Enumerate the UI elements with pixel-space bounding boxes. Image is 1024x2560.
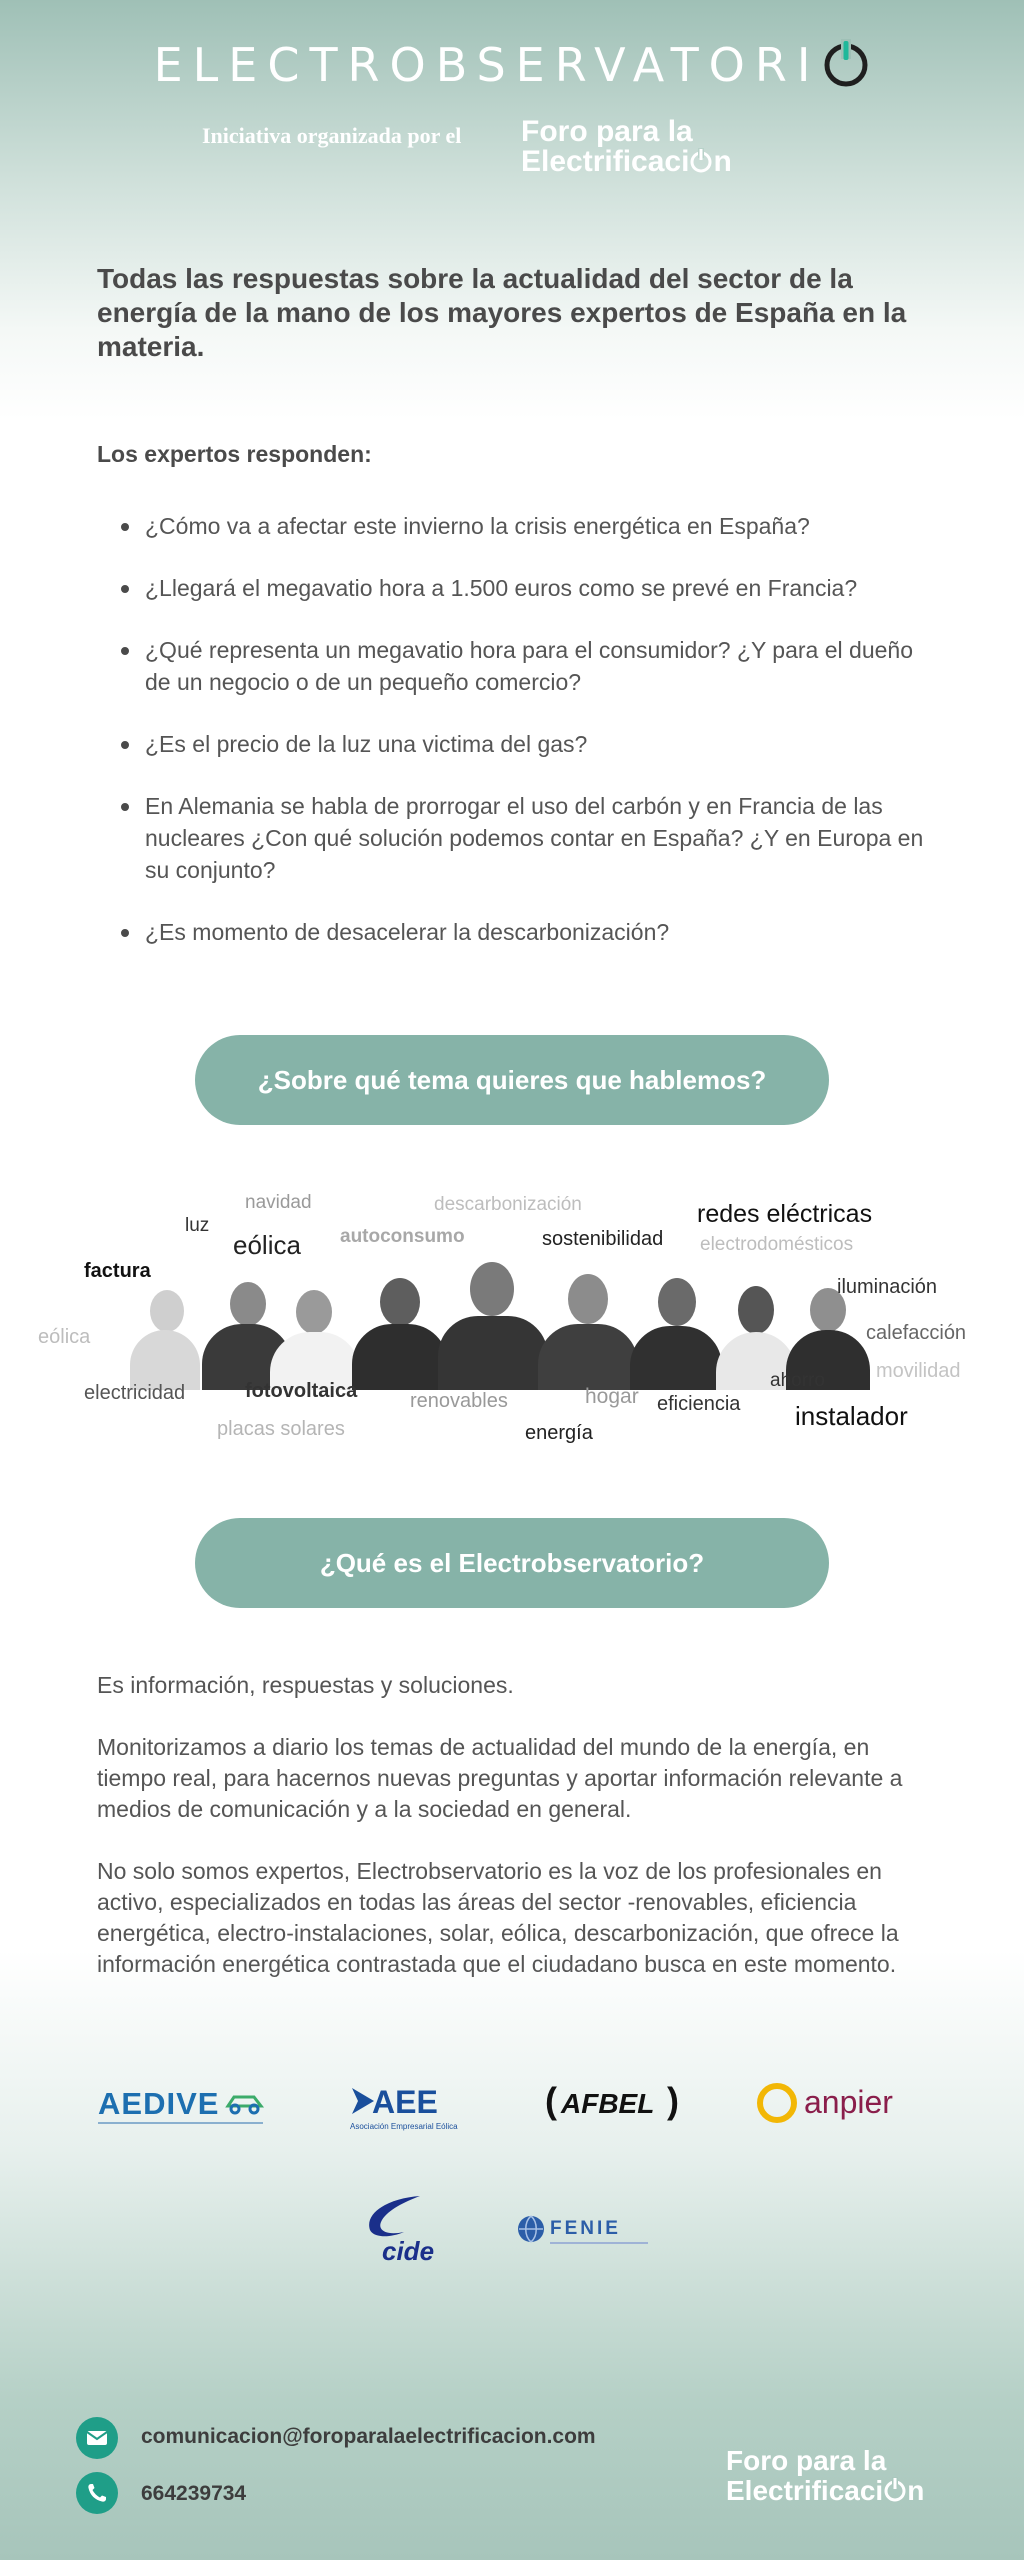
foro-line-1: Foro para la <box>521 115 693 148</box>
expert-avatar <box>270 1290 360 1390</box>
question-item <box>97 790 927 886</box>
anpier-text: anpier <box>804 2084 893 2120</box>
experts-subheading: Los expertos responden: <box>97 441 372 467</box>
cloud-word: redes eléctricas <box>697 1200 873 1228</box>
question-item <box>97 916 927 948</box>
cloud-word: eólica <box>233 1230 301 1260</box>
aedive-logo[interactable] <box>98 2080 268 2130</box>
foro-line-2: Electrificaci <box>726 2475 884 2506</box>
foro-line-1: Foro para la <box>726 2445 887 2476</box>
question-text: ¿Qué representa un megavatio hora para el consumidor? ¿Y para el dueño de un negocio o de un pequeño comercio? <box>145 637 913 695</box>
bullet-icon <box>121 647 129 655</box>
foro-line-2-end: n <box>713 145 732 178</box>
afbel-paren-left: ( <box>545 2080 557 2121</box>
foro-logo-bottom <box>726 2446 924 2509</box>
fenie-text: FENIE <box>550 2218 621 2239</box>
power-icon <box>689 148 713 180</box>
afbel-text: AFBEL <box>561 2088 655 2119</box>
bullet-icon <box>121 523 129 531</box>
cloud-word: eólica <box>38 1326 91 1348</box>
cloud-word: descarbonización <box>434 1194 582 1215</box>
aedive-text: AEDIVE <box>98 2086 220 2121</box>
afbel-paren-right: ) <box>667 2080 679 2121</box>
cloud-word: factura <box>84 1260 151 1282</box>
phone-icon[interactable] <box>76 2472 118 2514</box>
experts-photo <box>120 1260 870 1390</box>
cloud-word: placas solares <box>217 1418 345 1440</box>
cloud-word: luz <box>185 1215 210 1236</box>
question-text: ¿Es momento de desacelerar la descarbonización? <box>145 919 670 945</box>
power-icon <box>883 2477 907 2509</box>
question-item <box>97 572 927 604</box>
about-paragraph: No solo somos expertos, Electrobservatorio es la voz de los profesionales en activo, especializados en todas las áreas del sector -renovables, eficiencia energética, electro-instalaciones, solar, eólica, descarbonización, que ofrece la información energética contrastada que el ciudadano busca en este momento. <box>97 1858 899 1977</box>
question-text: ¿Es el precio de la luz una victima del gas? <box>145 731 588 757</box>
bullet-icon <box>121 803 129 811</box>
question-item <box>97 728 927 760</box>
bullet-icon <box>121 929 129 937</box>
expert-avatar <box>630 1278 722 1390</box>
topic-button[interactable]: ¿Sobre qué tema quieres que hablemos? <box>195 1035 829 1125</box>
expert-avatar <box>438 1262 548 1390</box>
aee-subtext: Asociación Empresarial Eólica <box>350 2122 458 2131</box>
cloud-word: ahorro <box>770 1370 825 1391</box>
afbel-logo[interactable] <box>545 2082 685 2126</box>
anpier-logo[interactable] <box>756 2080 906 2126</box>
about-section <box>97 1670 927 2011</box>
headline: Todas las respuestas sobre la actualidad del sector de la energía de la mano de los mayores expertos de España en la materia. <box>97 263 907 362</box>
cloud-word: hogar <box>585 1385 639 1408</box>
phone-link[interactable]: 664239734 <box>141 2482 247 2505</box>
globe-icon <box>516 2214 546 2244</box>
cide-swoosh-icon <box>360 2192 430 2242</box>
question-text: ¿Llegará el megavatio hora a 1.500 euros como se prevé en Francia? <box>145 575 858 601</box>
expert-avatar <box>538 1274 638 1390</box>
question-item <box>97 510 927 542</box>
question-item <box>97 634 927 698</box>
brand-logo <box>0 38 1024 98</box>
power-icon <box>822 39 870 98</box>
aedive-underline <box>98 2122 263 2124</box>
cloud-word: instalador <box>795 1401 908 1431</box>
initiative-text: Iniciativa organizada por el <box>202 123 462 148</box>
cloud-word: navidad <box>245 1192 312 1213</box>
bullet-icon <box>121 741 129 749</box>
question-text: ¿Cómo va a afectar este invierno la crisis energética en España? <box>145 513 810 539</box>
cloud-word: eficiencia <box>657 1393 741 1415</box>
about-paragraph: Monitorizamos a diario los temas de actualidad del mundo de la energía, en tiempo real, para hacernos nuevas preguntas y aportar información relevante a medios de comunicación y a la sociedad en general. <box>97 1734 903 1822</box>
cloud-word: renovables <box>410 1390 508 1412</box>
cloud-word: sostenibilidad <box>542 1228 664 1250</box>
word-cloud <box>0 1180 1024 1470</box>
expert-avatar <box>352 1278 448 1390</box>
cloud-word: electrodomésticos <box>700 1234 854 1255</box>
cloud-word: energía <box>525 1422 593 1444</box>
cloud-word: calefacción <box>866 1322 967 1344</box>
foro-line-2-end: n <box>907 2475 925 2506</box>
bullet-icon <box>121 585 129 593</box>
email-link[interactable]: comunicacion@foroparalaelectrificacion.com <box>141 2425 596 2448</box>
cloud-word: autoconsumo <box>340 1226 465 1247</box>
about-button[interactable]: ¿Qué es el Electrobservatorio? <box>195 1518 829 1608</box>
aee-text: AEE <box>372 2084 438 2120</box>
cloud-word: iluminación <box>837 1276 938 1298</box>
brand-name: ELECTROBSERVATORI <box>153 38 821 92</box>
fenie-logo[interactable] <box>516 2212 656 2252</box>
cide-text: cide <box>382 2236 435 2266</box>
question-text: En Alemania se habla de prorrogar el uso del carbón y en Francia de las nucleares ¿Con qué solución podemos contar en España? ¿Y en Europa en su conjunto? <box>145 793 924 883</box>
expert-avatar <box>130 1290 200 1390</box>
foro-line-2: Electrificaci <box>521 145 690 178</box>
email-icon[interactable] <box>76 2417 118 2459</box>
questions-list <box>97 510 927 978</box>
foro-logo-top <box>521 117 732 180</box>
aee-logo[interactable] <box>350 2082 460 2132</box>
car-icon <box>224 2090 266 2116</box>
sun-ring-icon <box>756 2082 798 2124</box>
cide-logo[interactable] <box>360 2192 440 2272</box>
cloud-word: fotovoltaica <box>245 1380 358 1402</box>
about-paragraph: Es información, respuestas y soluciones. <box>97 1672 514 1698</box>
cloud-word: electricidad <box>84 1382 186 1404</box>
cloud-word: movilidad <box>876 1360 961 1382</box>
fenie-underline <box>550 2242 648 2244</box>
